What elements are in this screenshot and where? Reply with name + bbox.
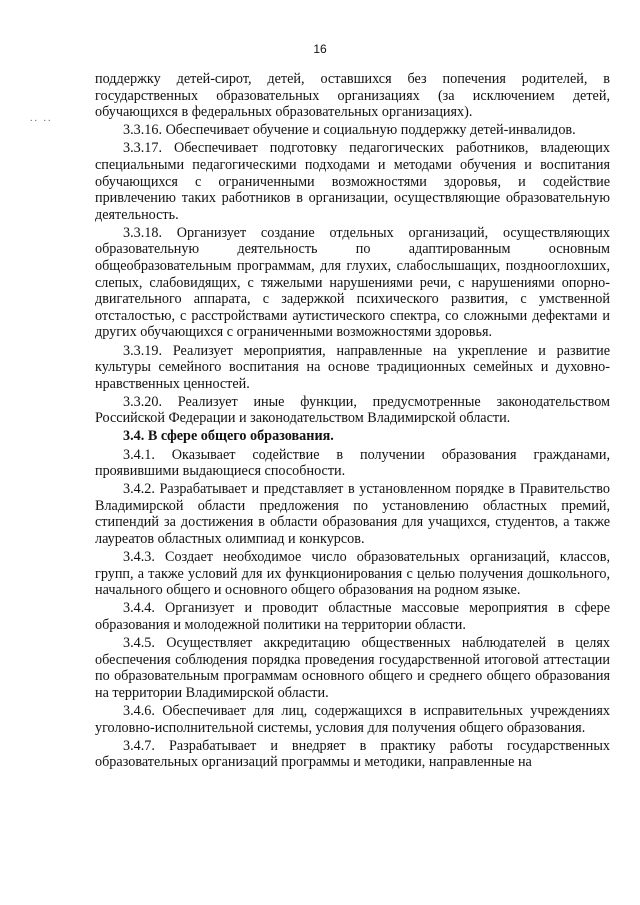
paragraph-3-3-19: 3.3.19. Реализует мероприятия, направленные на укрепление и развитие культуры семейного воспитания на основе традиционных семейных и духовно-нравственных ценностей.: [95, 342, 610, 392]
paragraph-3-4-7: 3.4.7. Разрабатывает и внедряет в практику работы государственных образовательных организаций программы и методики, направленные на: [95, 737, 610, 771]
paragraph-3-4-1: 3.4.1. Оказывает содействие в получении образования гражданами, проявившими выдающиеся способности.: [95, 446, 610, 480]
paragraph-3-4-5: 3.4.5. Осуществляет аккредитацию общественных наблюдателей в целях обеспечения соблюдения порядка проведения государственной итоговой аттестации по образовательным программам основного общего и среднего общего образования на территории Владимирской области.: [95, 635, 610, 701]
paragraph-3-4-4: 3.4.4. Организует и проводит областные массовые мероприятия в сфере образования и молодежной политики на территории области.: [95, 600, 610, 633]
document-body: [95, 71, 610, 772]
paragraph-3-3-17: 3.3.17. Обеспечивает подготовку педагогических работников, владеющих специальными педагогическими подходами и методами обучения и воспитания обучающихся с ограниченными возможностями здоровья, и содействие привлечению таких работников в организации, осуществляющие образовательную деятельность.: [95, 140, 610, 223]
page-number: 16: [313, 42, 327, 56]
paragraph-3-3-18: 3.3.18. Организует создание отдельных организаций, осуществляющих образовательную деятельность по адаптированным основным общеобразовательным программам, для глухих, слабослышащих, позднооглохших, слепых, слабовидящих, с тяжелыми нарушениями речи, с нарушениями опорно-двигательного аппарата, с задержкой психического развития, с умственной отсталостью, с расстройствами аутистического спектра, со сложными дефектами и других обучающихся с ограниченными возможностями здоровья.: [95, 224, 610, 341]
paragraph-continuation: поддержку детей-сирот, детей, оставшихся без попечения родителей, в государственных образовательных организациях (за исключением детей, обучающихся в федеральных образовательных организациях).: [95, 71, 610, 121]
paragraph-3-4-6: 3.4.6. Обеспечивает для лиц, содержащихся в исправительных учреждениях уголовно-исполнительной системы, условия для получения общего образования.: [95, 702, 610, 736]
paragraph-3-3-16: 3.3.16. Обеспечивает обучение и социальную поддержку детей-инвалидов.: [123, 122, 576, 139]
paragraph-3-4-2: 3.4.2. Разрабатывает и представляет в установленном порядке в Правительство Владимирской области предложения по установлению областных премий, стипендий за достижения в области образования для учащихся, студентов, а также лауреатов областных олимпиад и конкурсов.: [95, 481, 610, 548]
paragraph-3-3-20: 3.3.20. Реализует иные функции, предусмотренные законодательством Российской Федерации и законодательством Владимирской области.: [95, 393, 610, 427]
paragraph-3-4-3: 3.4.3. Создает необходимое число образовательных организаций, классов, групп, а также условий для их функционирования с целью получения дошкольного, начального общего и основного общего образования на родном языке.: [95, 549, 610, 599]
section-heading-3-4: 3.4. В сфере общего образования.: [123, 428, 334, 445]
scan-artifact-mark: .. ..: [30, 113, 53, 124]
